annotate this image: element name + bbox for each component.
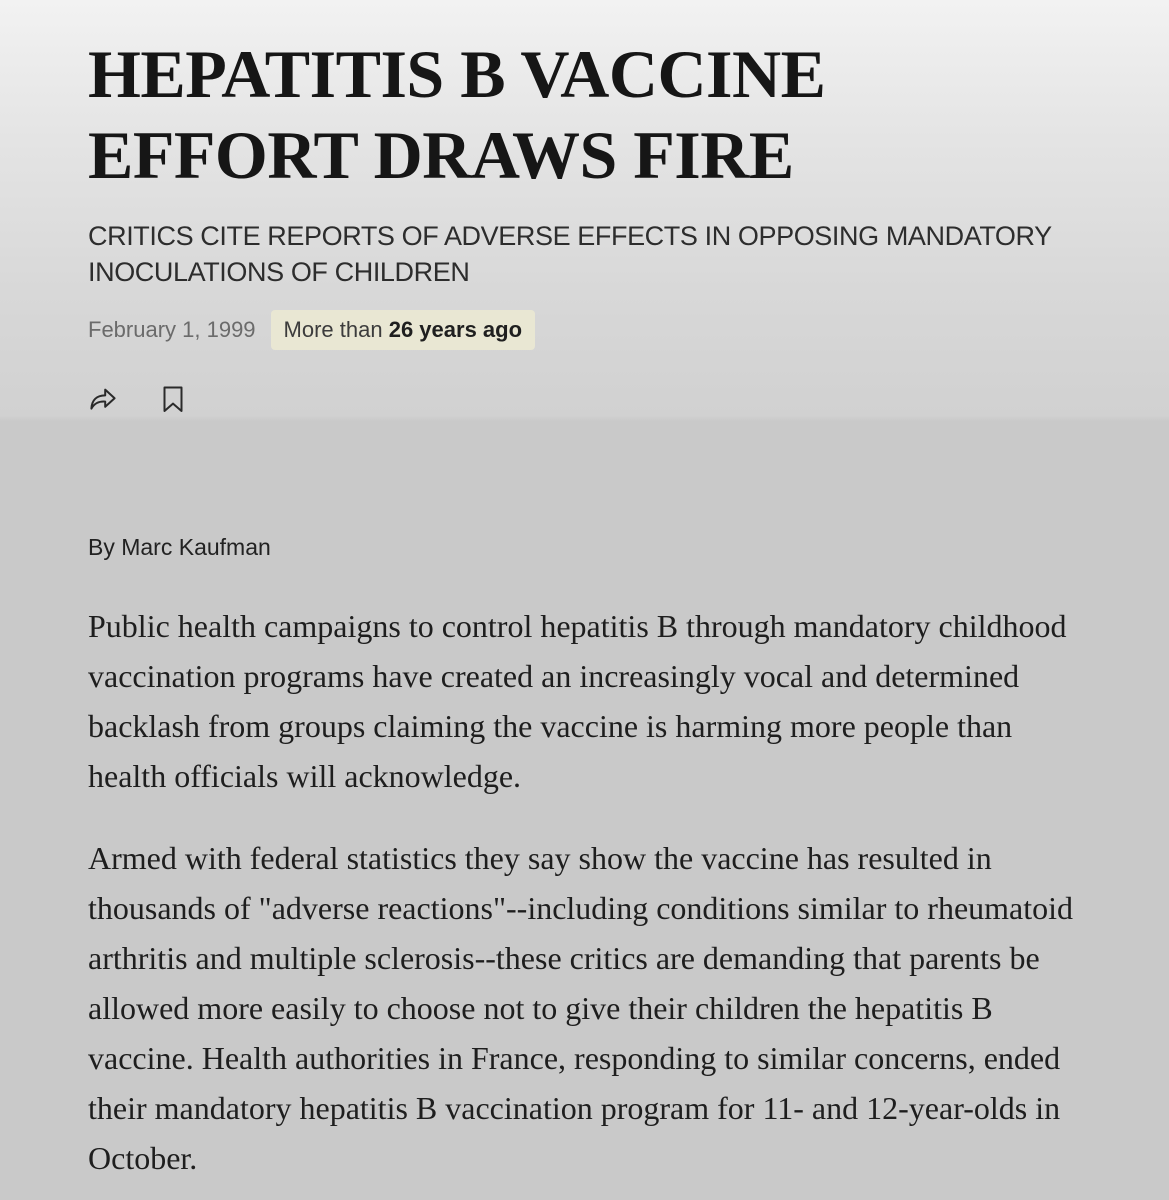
publish-date: February 1, 1999 [88, 317, 256, 342]
subheadline-line-2: INOCULATIONS OF CHILDREN [88, 257, 470, 287]
headline-line-1: HEPATITIS B VACCINE [88, 36, 826, 112]
article-meta [88, 310, 1081, 350]
paragraph-2: Armed with federal statistics they say show the vaccine has resulted in thousands of "adverse reactions"--including conditions similar to rheumatoid arthritis and multiple sclerosis--these critics are demanding that parents be allowed more easily to choose not to give their children the hepatitis B vaccine. Health authorities in France, responding to similar concerns, ended their mandatory hepatitis B vaccination program for 11- and 12-year-olds in October. [88, 840, 1074, 1176]
bookmark-button[interactable] [162, 385, 184, 413]
subheadline-line-1: CRITICS CITE REPORTS OF ADVERSE EFFECTS IN OPPOSING MANDATORY [88, 221, 1052, 251]
paragraph-1: Public health campaigns to control hepatitis B through mandatory childhood vaccination programs have created an increasingly vocal and determined backlash from groups claiming the vaccine is harming more people than health officials will acknowledge. [88, 608, 1067, 794]
age-badge-prefix: More than [283, 317, 389, 342]
article-actions [88, 384, 1081, 414]
headline [88, 34, 1081, 196]
headline-line-2: EFFORT DRAWS FIRE [88, 117, 794, 193]
article-body [88, 601, 1081, 1183]
article-age-badge [271, 310, 535, 350]
share-arrow-icon [88, 386, 118, 413]
age-badge-age: 26 years ago [388, 317, 523, 342]
share-button[interactable] [88, 385, 118, 413]
bookmark-icon [162, 386, 184, 413]
byline: By Marc Kaufman [88, 534, 271, 560]
subheadline [88, 218, 1081, 290]
content-gap [88, 414, 1081, 534]
